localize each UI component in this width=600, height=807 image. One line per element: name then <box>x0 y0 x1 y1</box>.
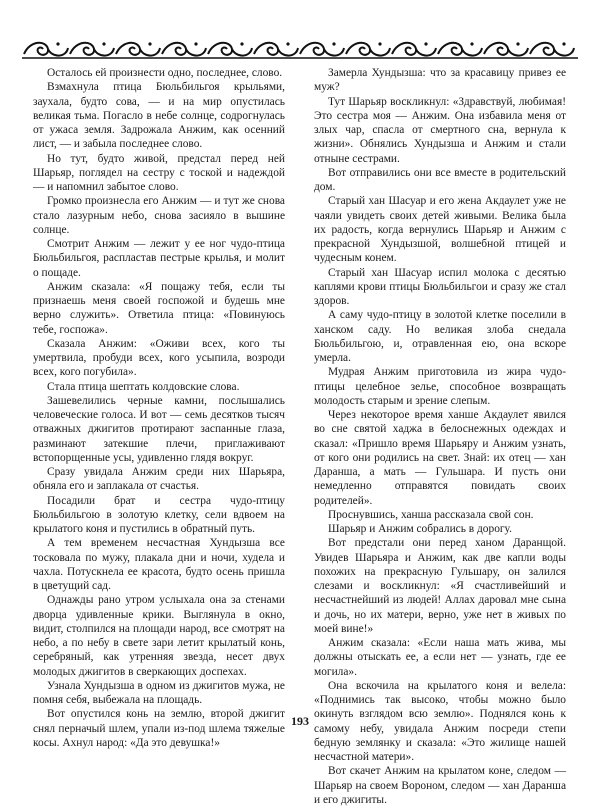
paragraph: Мудрая Анжим приготовила из жира чудо-птицы целебное зелье, способное возвращать молодость старым и зрение слепым. <box>314 366 566 407</box>
page-number: 193 <box>291 714 309 728</box>
paragraph: Смотрит Анжим — лежит у ее ног чудо-птица Бюльбильгоя, распластав пестрые крылья, и молит о пощаде. <box>33 238 285 279</box>
paragraph: А тем временем несчастная Хундызша все тосковала по мужу, плакала дни и ночи, худела и чахла. Потускнела ее красота, будто осень пришла в цветущий сад. <box>33 537 285 592</box>
paragraph: Осталось ей произнести одно, последнее, слово. <box>47 67 283 79</box>
paragraph: Однажды рано утром услыхала она за стенами дворца удивленные крики. Выглянула в окно, видит, столпился на площади народ, все смотрят на небо, а по небу в свете зари летит крылатый конь, серебряный, как утренняя звезда, несет двух молодых джигитов в сверкающих доспехах. <box>33 594 285 678</box>
paragraph: Анжим сказала: «Я пощажу тебя, если ты признаешь меня своей госпожой и будешь мне верно служить». Ответила птица: «Повинуюсь тебе, госпожа». <box>33 280 285 336</box>
paragraph: Старый хан Шасуар испил молока с десятью каплями крови птицы Бюльбильгои и сразу же стал здоров. <box>314 266 566 307</box>
paragraph: Взмахнула птица Бюльбильгоя крыльями, заухала, будто сова, — и на мир опустилась великая тьма. Погасло в небе солнце, содрогнулась от ужаса земля. Задрожала Анжим, как осенний лист, — и забыла последнее слово. <box>33 81 285 151</box>
paragraph: Через некоторое время ханше Акдаулет явился во сне святой хаджа в белоснежных одеждах и сказал: «Пришло время Шарьяру и Анжим узнать, от кого они родились на свет. Знай: их отец — хан Даранша, а мать — Гульшара. И пусть они немедленно отправятся повидать своих родителей». <box>314 409 566 507</box>
paragraph: Узнала Хундызша в одном из джигитов мужа, не помня себя, выбежала на площадь. <box>33 679 285 706</box>
paragraph: А саму чудо-птицу в золотой клетке поселили в ханском саду. Но великая злоба снедала Бюльбильгою, и, отравленная ею, она вскоре умерла. <box>314 309 566 364</box>
paragraph: Но тут, будто живой, предстал перед ней Шарьяр, поглядел на сестру с тоской и надеждой — и напомнил забытое слово. <box>33 152 285 193</box>
paragraph: Вот отправились они все вместе в родительский дом. <box>314 166 566 193</box>
paragraph: Замерла Хундызша: что за красавицу привез ее муж? <box>314 67 566 94</box>
scroll-ornament-icon <box>22 36 578 62</box>
paragraph: Старый хан Шасуар и его жена Акдаулет уже не чаяли увидеть своих детей живыми. Велика была их радость, когда вернулись Шарьяр и Анжим с прекрасной Хундызшой, волшебной птицей и чудесным конем. <box>314 195 566 265</box>
right-text-column <box>314 66 566 807</box>
paragraph: Шарьяр и Анжим собрались в дорогу. <box>328 523 512 535</box>
paragraph: Сказала Анжим: «Оживи всех, кого ты умертвила, пробуди всех, кого усыпила, возроди всех, кого погубила». <box>33 337 285 379</box>
paragraph: Тут Шарьяр воскликнул: «Здравствуй, любимая! Это сестра моя — Анжим. Она избавила меня от злых чар, спасла от смертного сна, вернула к жизни». Обнялись Хундызша и Анжим и стали отныне сестрами. <box>314 95 566 165</box>
paragraph: Сразу увидала Анжим среди них Шарьяра, обняла его и заплакала от счастья. <box>33 466 285 493</box>
paragraph: Вот предстали они перед ханом Даранщой. Увидев Шарьяра и Анжим, как две капли воды похожих на прекрасную Гульшару, он залился слезами и воскликнул: «Я счастливейший и несчастнейший из людей! Аллах даровал мне сына и дочь, но их матери, верно, уже нет в живых по моей вине!» <box>314 537 566 635</box>
paragraph: Анжим сказала: «Если наша мать жива, мы должны отыскать ее, а если нет — узнать, где ее могила». <box>314 637 566 678</box>
paragraph: Проснувшись, ханша рассказала свой сон. <box>328 508 534 521</box>
paragraph: Громко произнесла его Анжим — и тут же снова стало лазурным небо, снова засияло в вышине солнце. <box>33 195 285 236</box>
left-text-column <box>33 66 285 750</box>
paragraph: Посадили брат и сестра чудо-птицу Бюльбильгою в золотую клетку, сели вдвоем на крылатого коня и пустились в обратный путь. <box>33 494 285 535</box>
paragraph: Вот опустился конь на землю, второй джигит снял перначый шлем, упали из-под шлема тяжелые косы. Ахнул народ: «Да это девушка!» <box>33 708 285 749</box>
paragraph: Зашевелились черные камни, послышались человеческие голоса. И вот — семь десятков тысяч отважных джигитов протирают заспанные глаза, разминают затекшие плечи, приглаживают встопорщенные усы, удивленно глядя вокруг. <box>33 394 285 464</box>
paragraph: Она вскочила на крылатого коня и велела: «Поднимись так высоко, чтобы можно было окинуть взглядом всю землю». Поднялся конь к самому небу, увидала Анжим посреди степи бедную землянку и сказала: «Это жилище нашей несчастной матери». <box>314 679 566 763</box>
paragraph: Вот скачет Анжим на крылатом коне, следом — Шарьяр на своем Вороном, следом — хан Даранша и его джигиты. <box>314 765 566 806</box>
paragraph: Стала птица шептать колдовские слова. <box>47 380 240 393</box>
